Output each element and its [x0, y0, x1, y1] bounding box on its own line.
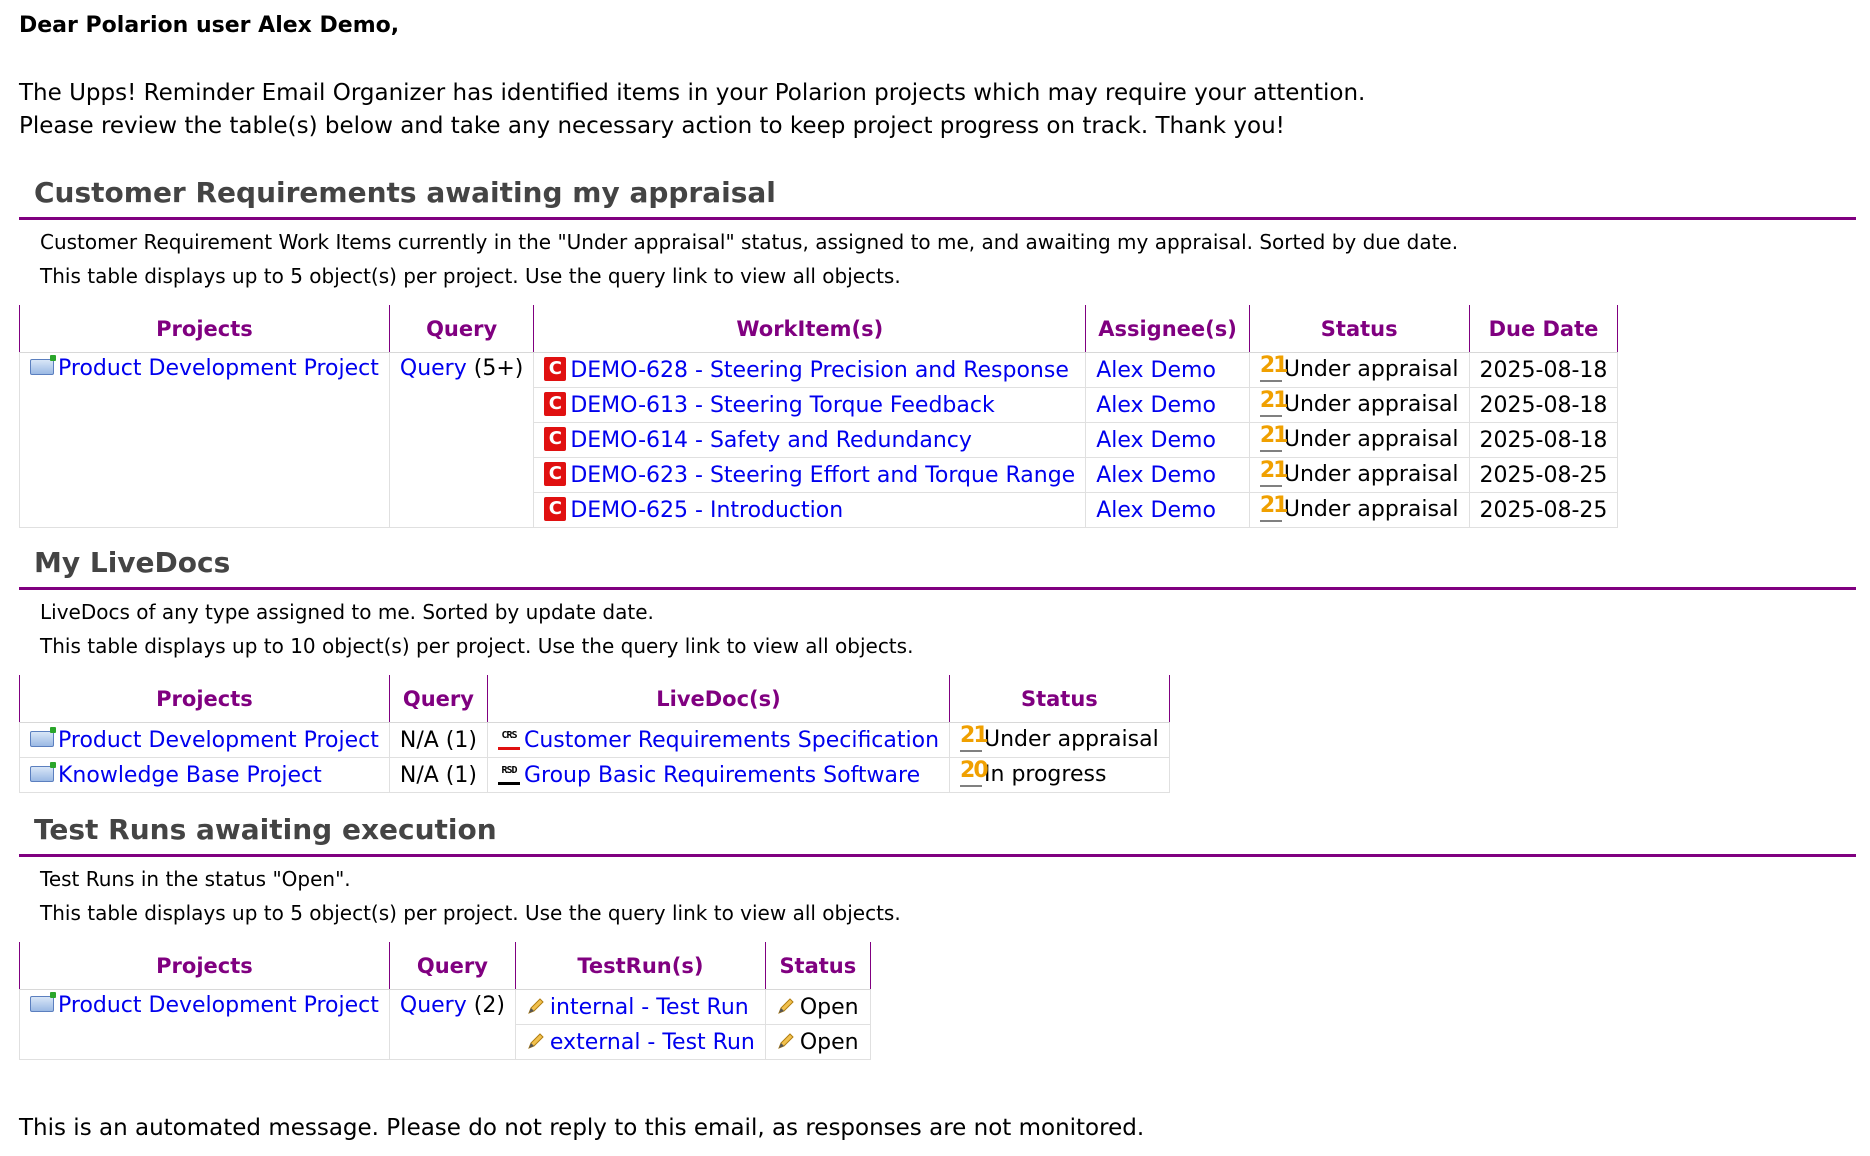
intro-line-1: The Upps! Reminder Email Organizer has identified items in your Polarion projects which may require your attention.	[19, 80, 1366, 106]
status-text: Under appraisal	[1283, 357, 1459, 382]
status-text: Under appraisal	[1283, 427, 1459, 452]
column-header-query: Query	[389, 942, 515, 990]
section-divider	[19, 217, 1856, 220]
calendar-icon: 21	[1260, 424, 1282, 452]
query-cell	[389, 353, 533, 528]
assignee-cell	[1086, 458, 1250, 493]
calendar-icon: 21	[1260, 494, 1282, 522]
pencil-icon	[776, 1031, 796, 1051]
project-cell	[20, 723, 390, 758]
status-cell	[1249, 423, 1469, 458]
description-line: Customer Requirement Work Items currently in the "Under appraisal" status, assigned to me, and awaiting my appraisal. Sorted by due date.	[40, 230, 1459, 254]
assignee-cell	[1086, 388, 1250, 423]
table-row	[20, 723, 1170, 758]
status-cell	[1249, 458, 1469, 493]
calendar-icon: 20	[960, 759, 982, 787]
project-link[interactable]: Product Development Project	[58, 356, 379, 381]
intro-line-2: Please review the table(s) below and take any necessary action to keep project progress on track. Thank you!	[19, 113, 1285, 139]
testrun-cell	[515, 1025, 765, 1060]
column-header-projects: Projects	[20, 305, 390, 353]
assignee-link[interactable]: Alex Demo	[1096, 497, 1216, 523]
calendar-icon: 21	[1260, 459, 1282, 487]
footer-notice: This is an automated message. Please do not reply to this email, as responses are not monitored.	[19, 1115, 1145, 1141]
workitem-link[interactable]: DEMO-623 - Steering Effort and Torque Range	[570, 462, 1076, 488]
intro-text	[19, 77, 1365, 143]
livedoc-link[interactable]: Group Basic Requirements Software	[523, 762, 921, 788]
livedoc-icon: RSD	[498, 763, 520, 785]
project-link[interactable]: Product Development Project	[58, 727, 379, 753]
testrun-link[interactable]: internal - Test Run	[549, 994, 749, 1020]
customer-requirement-icon: C	[544, 357, 566, 381]
column-header-query: Query	[389, 305, 533, 353]
status-text: Under appraisal	[1283, 462, 1459, 487]
column-header-status: Status	[765, 942, 870, 990]
livedoc-cell	[487, 758, 949, 793]
pencil-icon	[526, 1031, 546, 1051]
assignee-link[interactable]: Alex Demo	[1096, 427, 1216, 453]
status-cell	[950, 723, 1170, 758]
section-title-my-livedocs: My LiveDocs	[34, 546, 231, 579]
column-header-assignees: Assignee(s)	[1086, 305, 1250, 353]
calendar-icon: 21	[960, 724, 982, 752]
livedoc-link[interactable]: Customer Requirements Specification	[523, 727, 940, 753]
description-line: This table displays up to 5 object(s) per project. Use the query link to view all objects.	[40, 264, 901, 288]
section-description	[40, 595, 913, 663]
workitem-link[interactable]: DEMO-625 - Introduction	[570, 497, 844, 523]
pencil-icon	[776, 996, 796, 1016]
status-text: Open	[799, 994, 859, 1020]
assignee-link[interactable]: Alex Demo	[1096, 392, 1216, 418]
description-line: This table displays up to 5 object(s) per project. Use the query link to view all objects.	[40, 901, 901, 925]
query-link[interactable]: Query	[399, 356, 467, 381]
assignee-cell	[1086, 493, 1250, 528]
section-divider	[19, 587, 1856, 590]
calendar-icon: 21	[1260, 354, 1282, 382]
project-folder-icon	[30, 996, 54, 1012]
customer-requirement-icon: C	[544, 462, 566, 486]
table-row	[20, 758, 1170, 793]
project-cell	[20, 990, 390, 1060]
table-row	[20, 990, 871, 1025]
customer-requirement-icon: C	[544, 497, 566, 521]
query-count: (5+)	[466, 356, 524, 381]
description-line: Test Runs in the status "Open".	[40, 867, 351, 891]
column-header-projects: Projects	[20, 675, 390, 723]
project-folder-icon	[30, 731, 54, 747]
due-date-cell: 2025-08-25	[1469, 458, 1618, 493]
workitem-cell	[534, 458, 1086, 493]
assignee-cell	[1086, 423, 1250, 458]
section-title-customer-requirements: Customer Requirements awaiting my appraisal	[34, 176, 776, 209]
column-header-due-date: Due Date	[1469, 305, 1618, 353]
column-header-projects: Projects	[20, 942, 390, 990]
section-title-test-runs: Test Runs awaiting execution	[34, 813, 497, 846]
column-header-status: Status	[950, 675, 1170, 723]
query-cell: N/A (1)	[389, 758, 487, 793]
test-runs-table	[19, 942, 871, 1060]
query-link[interactable]: Query	[399, 993, 467, 1018]
workitem-cell	[534, 493, 1086, 528]
section-description	[40, 862, 901, 930]
project-link[interactable]: Product Development Project	[58, 993, 379, 1018]
workitem-cell	[534, 423, 1086, 458]
project-folder-icon	[30, 766, 54, 782]
customer-requirement-icon: C	[544, 427, 566, 451]
due-date-cell: 2025-08-25	[1469, 493, 1618, 528]
column-header-workitems: WorkItem(s)	[534, 305, 1086, 353]
query-count: (2)	[466, 993, 505, 1018]
workitem-cell	[534, 388, 1086, 423]
greeting: Dear Polarion user Alex Demo,	[19, 13, 400, 38]
livedoc-icon: CRS	[498, 728, 520, 750]
description-line: This table displays up to 10 object(s) per project. Use the query link to view all objects.	[40, 634, 914, 658]
status-text: In progress	[984, 762, 1107, 787]
project-cell	[20, 758, 390, 793]
customer-requirement-icon: C	[544, 392, 566, 416]
section-divider	[19, 854, 1856, 857]
customer-requirements-table	[19, 305, 1618, 528]
status-cell	[1249, 388, 1469, 423]
due-date-cell: 2025-08-18	[1469, 388, 1618, 423]
project-cell	[20, 353, 390, 528]
status-cell	[765, 990, 870, 1025]
column-header-status: Status	[1249, 305, 1469, 353]
calendar-icon: 21	[1260, 389, 1282, 417]
status-cell	[1249, 353, 1469, 388]
testrun-cell	[515, 990, 765, 1025]
status-cell	[765, 1025, 870, 1060]
workitem-cell	[534, 353, 1086, 388]
due-date-cell: 2025-08-18	[1469, 353, 1618, 388]
livedoc-cell	[487, 723, 949, 758]
workitem-link[interactable]: DEMO-613 - Steering Torque Feedback	[570, 392, 995, 418]
project-folder-icon	[30, 359, 54, 375]
project-link[interactable]: Knowledge Base Project	[58, 762, 322, 788]
status-cell	[950, 758, 1170, 793]
testrun-link[interactable]: external - Test Run	[549, 1029, 755, 1055]
query-cell	[389, 990, 515, 1060]
column-header-livedocs: LiveDoc(s)	[487, 675, 949, 723]
status-text: Under appraisal	[1283, 497, 1459, 522]
table-row	[20, 353, 1618, 388]
livedocs-table	[19, 675, 1170, 793]
status-cell	[1249, 493, 1469, 528]
workitem-link[interactable]: DEMO-628 - Steering Precision and Response	[570, 357, 1069, 383]
status-text: Open	[799, 1029, 859, 1055]
status-text: Under appraisal	[984, 727, 1159, 752]
status-text: Under appraisal	[1283, 392, 1459, 417]
query-cell: N/A (1)	[389, 723, 487, 758]
column-header-query: Query	[389, 675, 487, 723]
description-line: LiveDocs of any type assigned to me. Sorted by update date.	[40, 600, 654, 624]
column-header-testruns: TestRun(s)	[515, 942, 765, 990]
pencil-icon	[526, 996, 546, 1016]
due-date-cell: 2025-08-18	[1469, 423, 1618, 458]
assignee-link[interactable]: Alex Demo	[1096, 462, 1216, 488]
assignee-cell	[1086, 353, 1250, 388]
assignee-link[interactable]: Alex Demo	[1096, 357, 1216, 383]
workitem-link[interactable]: DEMO-614 - Safety and Redundancy	[570, 427, 972, 453]
section-description	[40, 225, 1458, 293]
